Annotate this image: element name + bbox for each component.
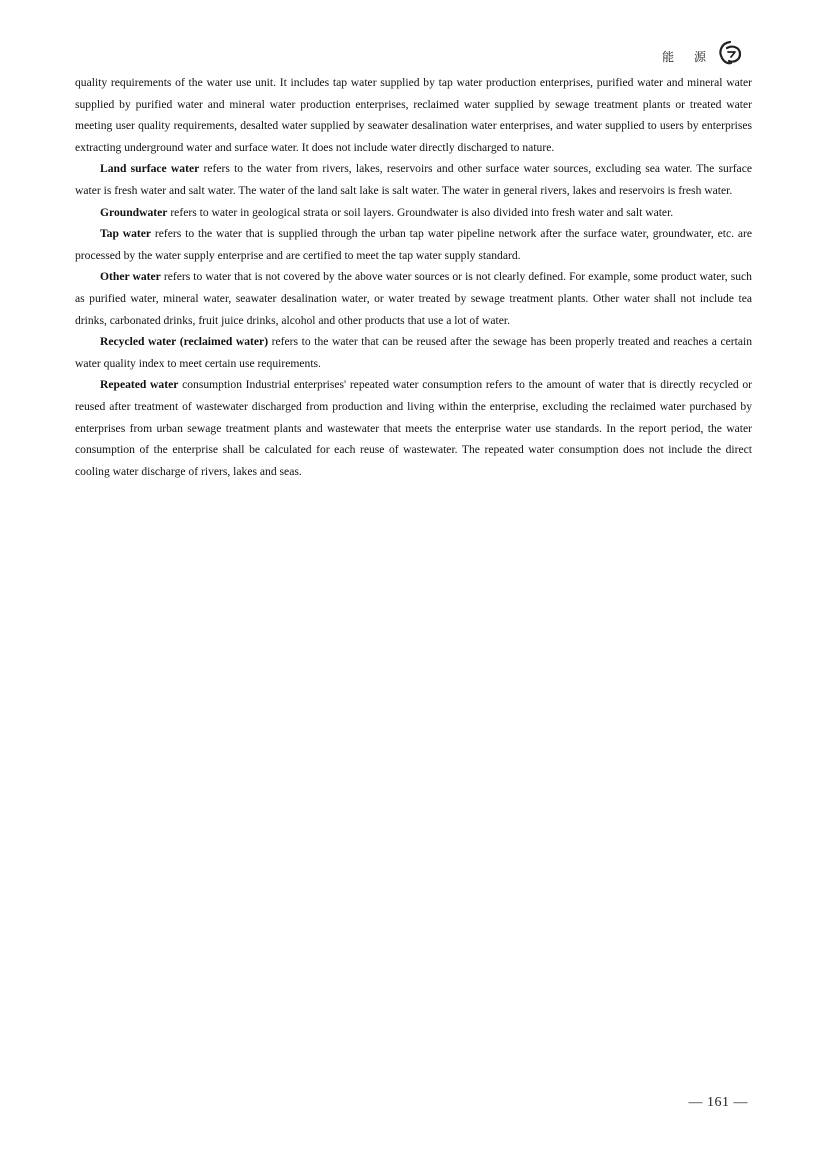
page-header <box>662 38 744 68</box>
section-title: 能 源 <box>662 49 714 64</box>
definition-groundwater <box>75 202 752 224</box>
definition-text: refers to water in geological strata or soil layers. Groundwater is also divided into fresh water and salt water. <box>167 205 674 219</box>
definition-repeated-water <box>75 374 752 482</box>
energy-logo-icon <box>716 39 744 67</box>
definition-tap-water <box>75 223 752 266</box>
definition-term: Land surface water <box>100 162 200 176</box>
definition-land-surface-water <box>75 158 752 201</box>
definition-term: Tap water <box>100 227 152 241</box>
definition-term: Repeated water <box>100 378 179 392</box>
page-number: — 161 — <box>688 1095 748 1110</box>
definition-text: refers to the water that is supplied through the urban tap water pipeline network after the surface water, groundwater, etc. are processed by the water supply enterprise and are certified to meet the tap water supply standard. <box>75 227 752 262</box>
body-text <box>75 72 752 482</box>
definition-text: refers to water that is not covered by the above water sources or is not clearly defined. For example, some product water, such as purified water, mineral water, seawater desalination water, or water treated by sewage treatment plants. Other water shall not include tea drinks, carbonated drinks, fruit juice drinks, alcohol and other products that use a lot of water. <box>75 270 752 327</box>
definition-text: consumption Industrial enterprises' repeated water consumption refers to the amount of water that is directly recycled or reused after treatment of wastewater discharged from production and living within the enterprise, excluding the reclaimed water purchased by enterprises from urban sewage treatment plants and wastewater that meets the enterprise water use standards. In the report period, the water consumption of the enterprise shall be calculated for each reuse of wastewater. The repeated water consumption does not include the direct cooling water discharge of rivers, lakes and seas. <box>75 378 752 478</box>
paragraph-text: quality requirements of the water use unit. It includes tap water supplied by tap water production enterprises, purified water and mineral water supplied by purified water and mineral water production enterprises, reclaimed water supplied by sewage treatment plants or treated water meeting user quality requirements, desalted water supplied by seawater desalination water enterprises, and water supplied to users by enterprises extracting underground water and surface water. It does not include water directly discharged to nature. <box>75 76 752 154</box>
definition-text: refers to the water that can be reused after the sewage has been properly treated and reaches a certain water quality index to meet certain use requirements. <box>75 335 753 370</box>
definition-text: refers to the water from rivers, lakes, reservoirs and other surface water sources, excluding sea water. The surface water is fresh water and salt water. The water of the land salt lake is salt water. The water in general rivers, lakes and reservoirs is fresh water. <box>75 162 752 197</box>
definition-recycled-water <box>75 331 752 374</box>
definition-term: Other water <box>100 270 161 284</box>
definition-term: Groundwater <box>100 205 168 219</box>
paragraph-continuation <box>75 72 752 158</box>
definition-other-water <box>75 266 752 331</box>
definition-term: Recycled water (reclaimed water) <box>100 335 269 349</box>
